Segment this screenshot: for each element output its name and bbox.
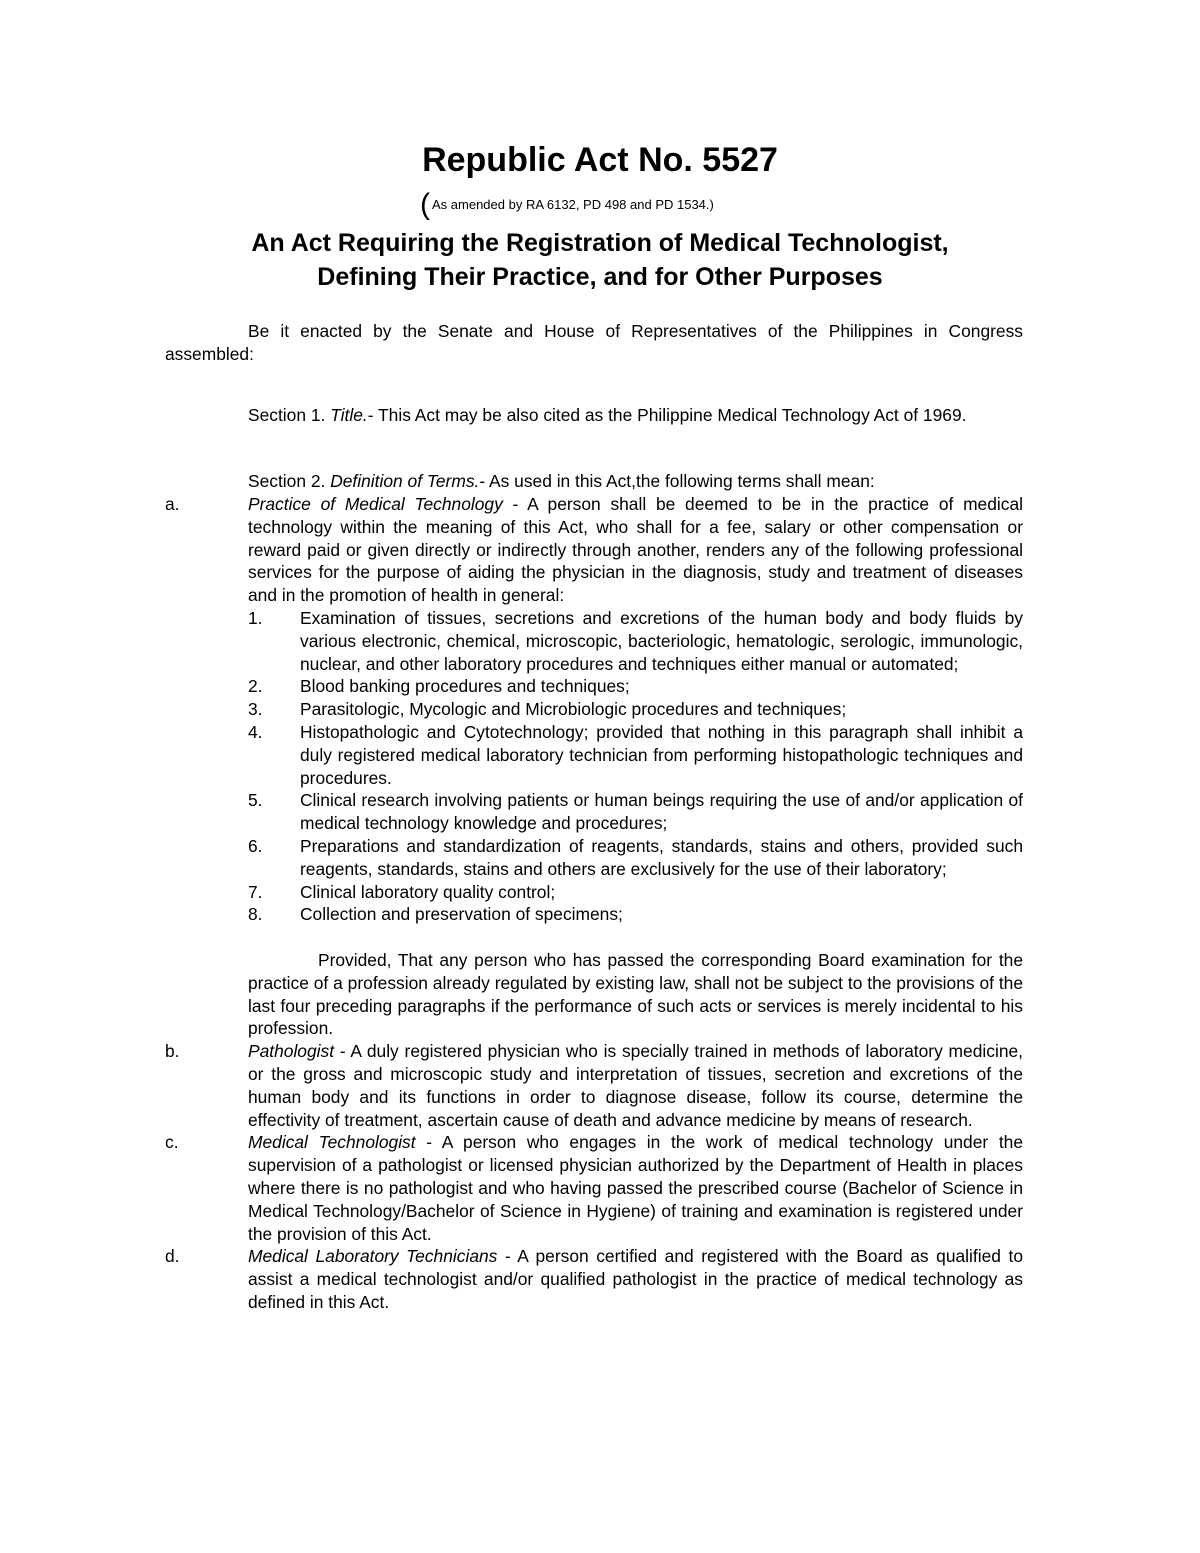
definition-letter: d. [165,1246,180,1267]
section-1 [165,404,1023,427]
item-number: 2. [248,676,263,697]
definition-term: Medical Technologist [248,1132,416,1153]
list-item [248,675,1023,698]
section-1-heading: Title. [330,405,368,425]
item-text: Examination of tissues, secretions and excretions of the human body and body fluids by various electronic, chemical, microscopic, bacteriologic, hematologic, serologic, immunologic, nuclear, and other laboratory procedures and techniques either manual or automated; [300,607,1023,674]
item-number: 3. [248,699,263,720]
section-1-label: Section 1. [248,405,326,425]
item-number: 1. [248,607,263,628]
item-number: 5. [248,790,263,811]
item-text: Collection and preservation of specimens; [300,904,623,925]
list-item [248,698,1023,721]
amendment-open-paren: ( [420,188,430,221]
act-subtitle [0,226,1200,294]
definition-body [248,1131,1023,1245]
definition-d [165,1245,1023,1313]
item-text: Preparations and standardization of reagents, standards, stains and others, provided such reagents, standards, stains and others are exclusively for the use of their laboratory; [300,835,1023,879]
section-2-text: - As used in this Act,the following terms shall mean: [479,471,875,491]
definition-text [248,1131,1023,1245]
definition-b [165,1040,1023,1131]
definition-text [248,493,1023,607]
definition-description: - A person who engages in the work of medical technology under the supervision of a pathologist or licensed physician authorized by the Department of Health in places where there is no pathologist and who having passed the prescribed course (Bachelor of Science in Medical Technology/Bachelor of Science in Hygiene) of training and examination is registered under the provision of this Act. [248,1132,1023,1244]
definition-letter: c. [165,1132,179,1153]
definition-body [248,493,1023,1040]
list-item [248,835,1023,881]
list-item [248,903,1023,926]
definition-description: - A person certified and registered with the Board as qualified to assist a medical technologist and/or qualified pathologist in the practice of medical technology as defined in this Act. [248,1246,1023,1312]
list-item [248,881,1023,904]
item-number: 6. [248,835,263,856]
item-number: 4. [248,721,263,742]
section-1-text: - This Act may be also cited as the Philippine Medical Technology Act of 1969. [367,405,967,425]
definition-a [165,493,1023,1040]
list-item [248,607,1023,675]
definition-letter: b. [165,1041,180,1062]
item-text: Clinical laboratory quality control; [300,881,556,902]
definition-body [248,1040,1023,1131]
amendment-note [420,190,714,220]
document-title: Republic Act No. 5527 [422,141,778,179]
section-2 [165,470,1023,493]
item-text: Clinical research involving patients or human beings requiring the use of and/or application of medical technology knowledge and procedures; [300,790,1023,834]
item-text: Histopathologic and Cytotechnology; provided that nothing in this paragraph shall inhibit a duly registered medical laboratory technician from performing histopathologic techniques and procedures. [300,721,1023,788]
definitions-list [165,493,1023,1314]
item-text: Blood banking procedures and techniques; [300,676,630,697]
list-item [248,721,1023,789]
section-2-heading: Definition of Terms. [330,471,480,491]
item-text: Parasitologic, Mycologic and Microbiologic procedures and techniques; [300,699,847,720]
definition-term: Practice of Medical Technology [248,494,503,514]
amendment-text: As amended by RA 6132, PD 498 and PD 1534.) [432,197,714,212]
definition-c [165,1131,1023,1245]
enacting-clause: Be it enacted by the Senate and House of Representatives of the Philippines in Congress assembled: [165,321,1023,364]
services-list [248,607,1023,926]
list-item [248,789,1023,835]
definition-description: - A duly registered physician who is specially trained in methods of laboratory medicine, or the gross and microscopic study and interpretation of tissues, secretion and excretions of the human body and its functions in order to diagnose disease, follow its course, determine the effectivity of treatment, ascertain cause of death and advance medicine by means of research. [248,1041,1023,1130]
definition-term: Pathologist [248,1041,335,1062]
definition-description: - A person shall be deemed to be in the practice of medical technology within the meaning of this Act, who shall for a fee, salary or other compensation or reward paid or given directly or indirectly through another, renders any of the following professional services for the purpose of aiding the physician in the diagnosis, study and treatment of diseases and in the promotion of health in general: [248,494,1023,606]
item-number: 7. [248,881,263,902]
spacer [248,926,1023,949]
subtitle-line-1: An Act Requiring the Registration of Medical Technologist, [251,229,949,257]
definition-text [248,1040,1023,1131]
definition-text [248,1245,1023,1313]
subtitle-line-2: Defining Their Practice, and for Other Purposes [317,263,883,291]
definition-term: Medical Laboratory Technicians [248,1246,498,1267]
definition-body [248,1245,1023,1313]
section-2-label: Section 2. [248,471,326,491]
definition-letter: a. [165,494,180,514]
proviso-paragraph: Provided, That any person who has passed the corresponding Board examination for the practice of a profession already regulated by existing law, shall not be subject to the provisions of the last four preceding paragraphs if the performance of such acts or services is merely incidental to his profession. [248,949,1023,1039]
item-number: 8. [248,904,263,925]
